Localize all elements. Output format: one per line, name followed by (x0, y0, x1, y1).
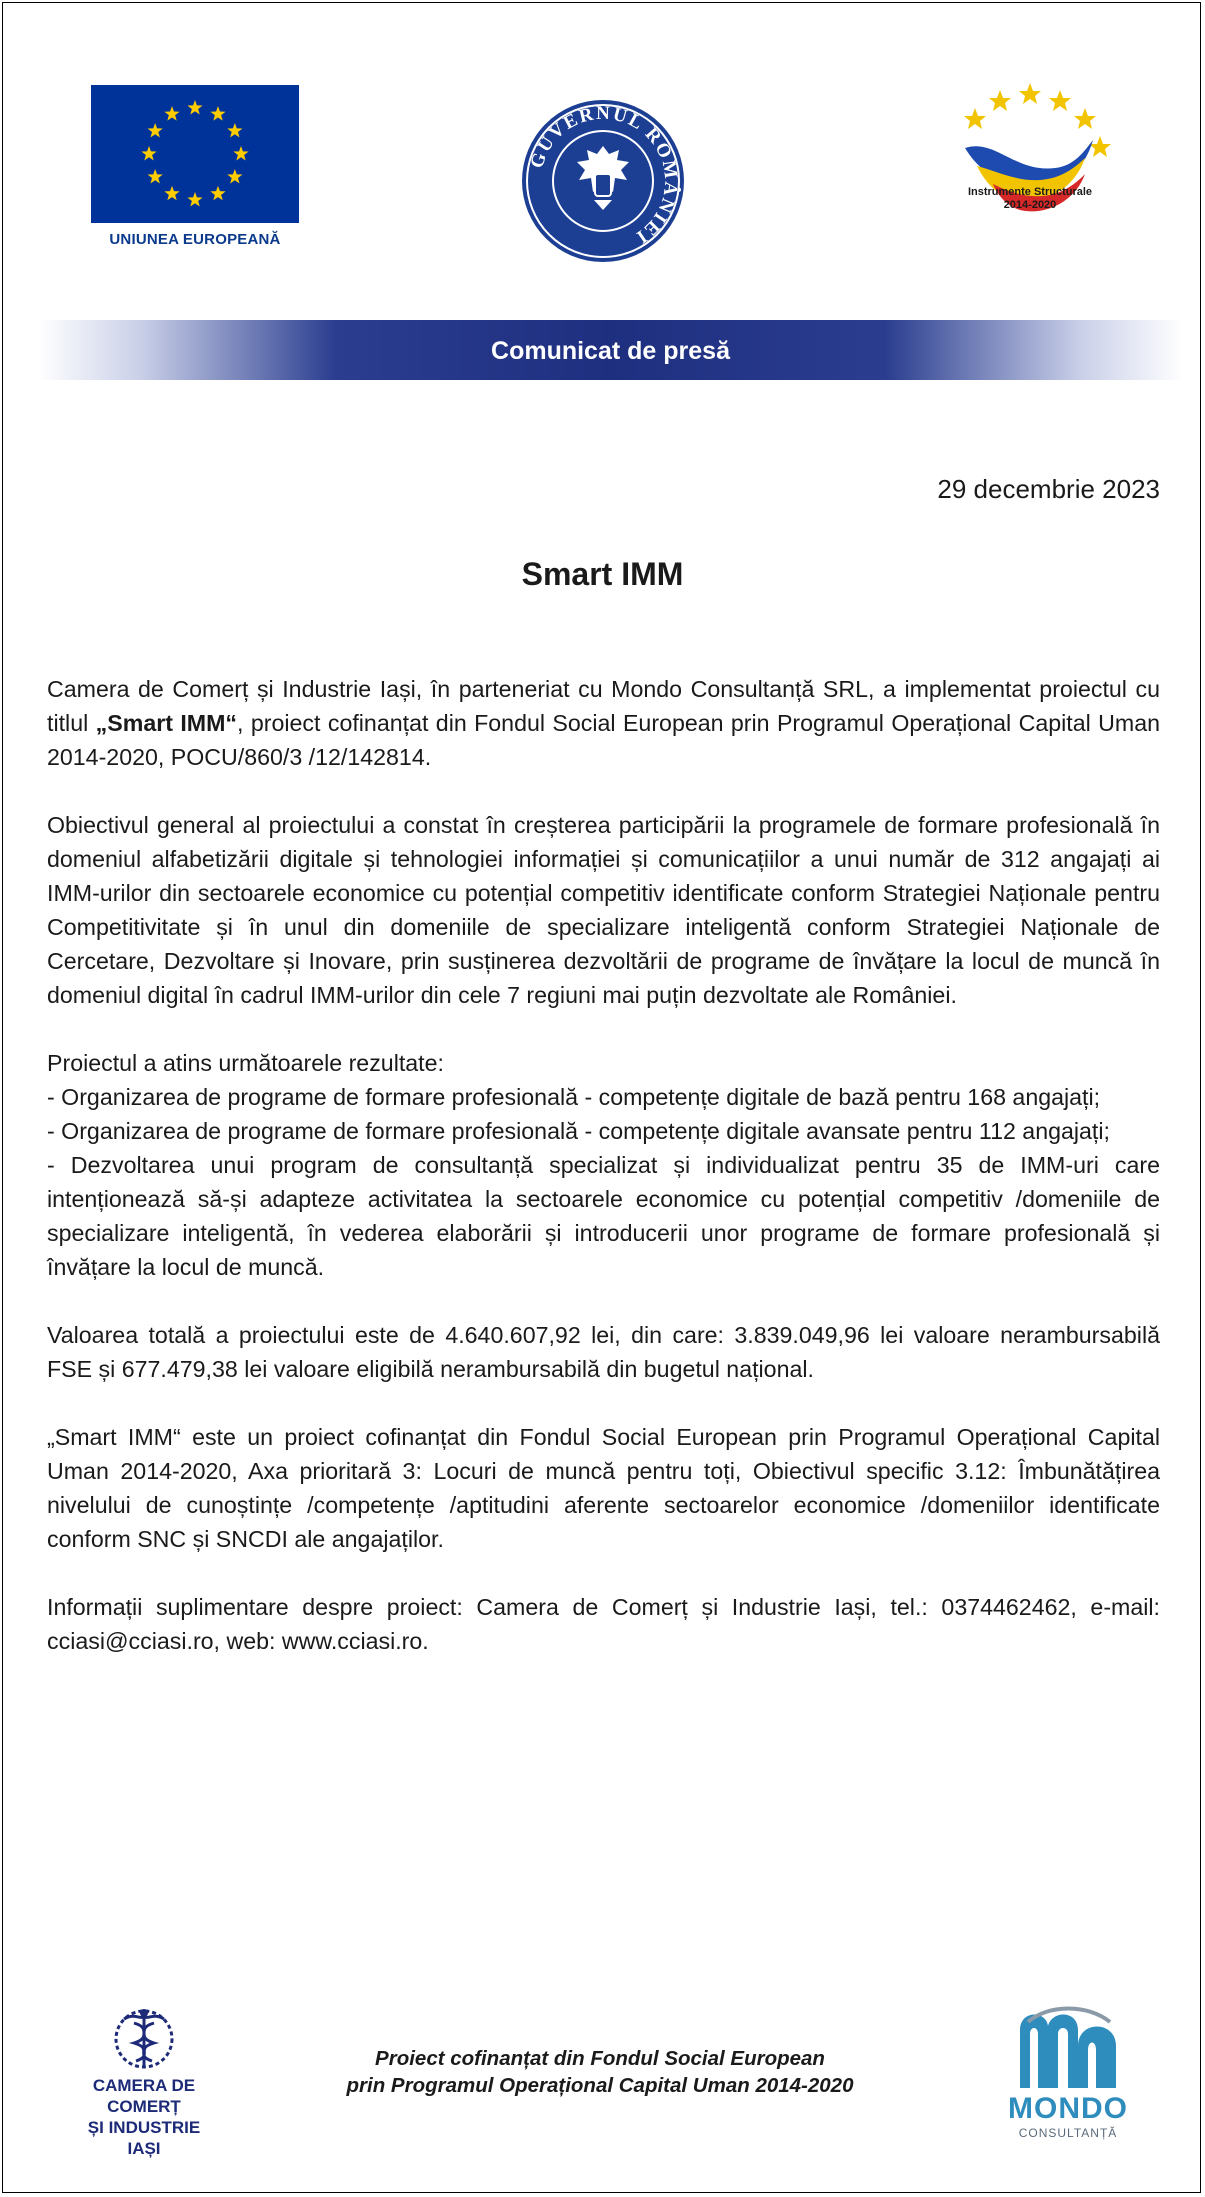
paragraph-intro (47, 672, 1160, 774)
cci-name (64, 2075, 224, 2159)
result-item: - Organizarea de programe de formare profesională - competențe digitale de bază pentru 168 angajați; (47, 1084, 1101, 1110)
eu-logo (91, 85, 299, 255)
press-release-banner (38, 320, 1183, 380)
mondo-consultanta-logo (998, 2000, 1138, 2150)
cofinancing-note-line2: prin Programul Operațional Capital Uman 2014-2020 (346, 2074, 854, 2097)
paragraph-objective: Obiectivul general al proiectului a constat în creșterea participării la programele de formare profesională în domeniul alfabetizării digitale și tehnologiei informației și comunicațiilor a unui număr de 312 angajați ai IMM-urilor din sectoarele economice cu potențial competitiv identificate conform Strategiei Naționale pentru Competitivitate și în unul din domeniile de specializare inteligentă conform Strategiei Naționale de Cercetare, Dezvoltare și Inovare, prin susținerea dezvoltării de programe de învățare la locul de muncă în domeniul digital în cadrul IMM-urilor din cele 7 regiuni mai puțin dezvoltate ale României. (47, 812, 1160, 1008)
page-title: Smart IMM (521, 556, 684, 592)
mondo-m-icon (998, 2000, 1138, 2092)
government-seal-logo (518, 96, 688, 266)
paragraph-intro-text-b: , proiect cofinanțat din Fondul Social European prin Programul Operațional Capital Uman 2014-2020, POCU/860/3 /12/142814. (47, 710, 1161, 770)
result-item: - Dezvoltarea unui program de consultanță specializat și individualizat pentru 35 de IMM-uri care intenționează să-și adapteze activitatea la sectoarele economice cu potențial competitiv /domeniile de specializare inteligentă, în vederea elaborării și introducerii unor programe de formare profesională și învățare la locul de muncă. (47, 1152, 1160, 1280)
eu-star (233, 146, 248, 160)
result-item: - Organizarea de programe de formare profesională - competențe digitale avansate pentru 112 angajați; (47, 1118, 1110, 1144)
is-label-line2: 2014-2020 (1003, 199, 1057, 211)
instrumente-structurale-logo (935, 78, 1125, 258)
paragraph-budget: Valoarea totală a proiectului este de 4.640.607,92 lei, din care: 3.839.049,96 lei valoare nerambursabilă FSE și 677.479,38 lei valoare eligibilă nerambursabilă din bugetul național. (47, 1322, 1160, 1382)
eu-label: UNIUNEA EUROPEANĂ (109, 231, 281, 248)
eu-star (187, 100, 202, 114)
cci-name-line1: CAMERA DE COMERȚ (92, 2076, 196, 2116)
eu-star (148, 169, 163, 183)
cci-iasi-logo (64, 2005, 224, 2165)
eu-star (187, 192, 202, 206)
eu-flag (91, 85, 299, 223)
mondo-wordmark: MONDO (1008, 2092, 1128, 2125)
cci-name-line2: ȘI INDUSTRIE (87, 2118, 201, 2137)
coat-of-arms-icon (518, 96, 688, 266)
eu-star (148, 123, 163, 137)
gov-ring-text: GUVERNUL ROMÂNIEI (526, 102, 682, 249)
mondo-subtitle: CONSULTANȚĂ (1018, 2126, 1118, 2140)
eu-star (164, 106, 179, 120)
release-date: 29 decembrie 2023 (937, 474, 1160, 504)
cci-name-line3: IAȘI (127, 2139, 161, 2158)
cofinancing-note (300, 2045, 900, 2099)
eu-star (210, 186, 225, 200)
project-name-strong: „Smart IMM“ (95, 710, 238, 736)
caduceus-icon (64, 2005, 224, 2075)
banner-title: Comunicat de presă (491, 337, 730, 365)
eu-star (227, 169, 242, 183)
eu-star (227, 123, 242, 137)
is-label-line1: Instrumente Structurale (967, 186, 1093, 198)
paragraph-intro-text-a: Camera de Comerț și Industrie Iași, în parteneriat cu Mondo Consultanță SRL, a implementat proiectul cu titlul (47, 676, 1160, 736)
paragraph-contact: Informații suplimentare despre proiect: Camera de Comerț și Industrie Iași, tel.: 0374462462, e-mail: cciasi@cciasi.ro, web: www.cciasi.ro. (47, 1594, 1160, 1654)
eu-star (141, 146, 156, 160)
results-intro: Proiectul a atins următoarele rezultate: (47, 1050, 444, 1076)
cofinancing-note-line1: Proiect cofinanțat din Fondul Social European (375, 2047, 825, 2070)
eu-star (164, 186, 179, 200)
eu-stars-icon (91, 85, 299, 223)
eu-star (210, 106, 225, 120)
press-release-body (47, 672, 1160, 1692)
paragraph-cofinancing: „Smart IMM“ este un proiect cofinanțat din Fondul Social European prin Programul Operațional Capital Uman 2014-2020, Axa prioritară 3: Locuri de muncă pentru toți, Obiectivul specific 3.12: Îmbunătățirea nivelului de cunoștințe /competențe /aptitudini aferente sectoarelor economice /domeniilor identificate conform SNC și SNCDI ale angajaților. (47, 1424, 1160, 1552)
